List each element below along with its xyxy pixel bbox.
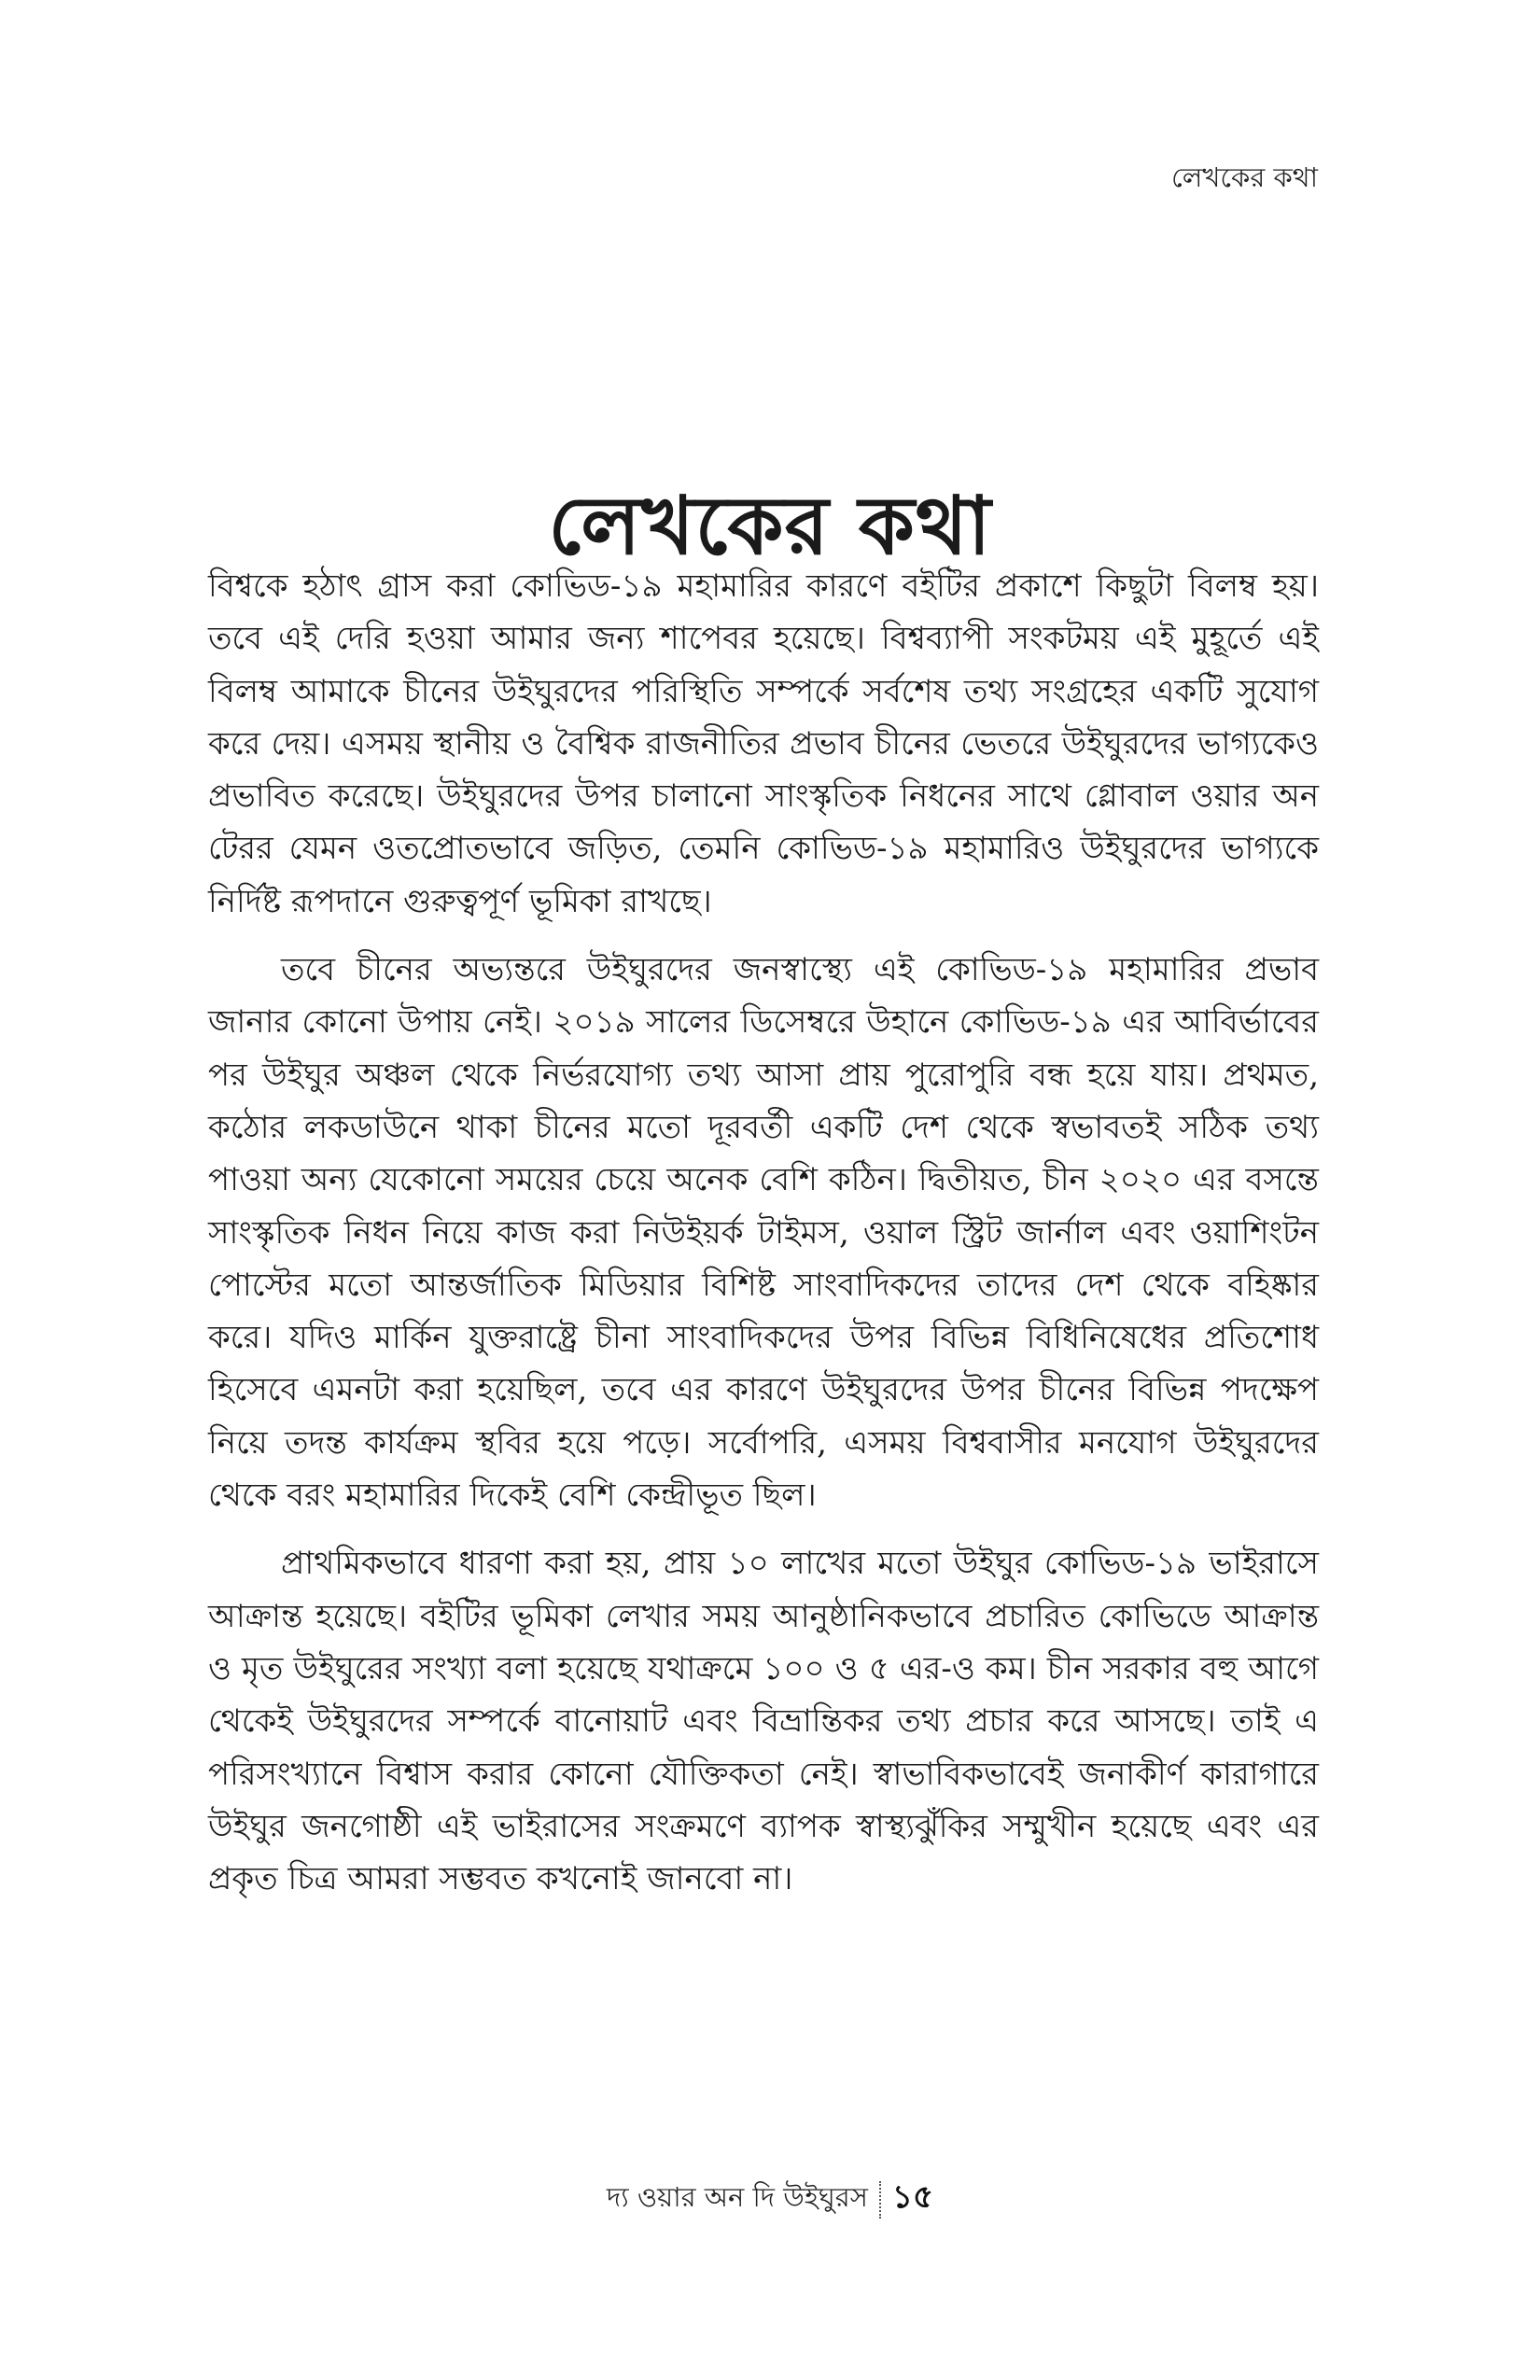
paragraph-2: তবে চীনের অভ্যন্তরে উইঘুরদের জনস্বাস্থ্যে এই কোভিড-১৯ মহামারির প্রভাব জানার কোনো উপায় নেই। ২০১৯ সালের ডিসেম্বরে উহানে কোভিড-১৯ এর আবির্ভাবের পর উইঘুর অঞ্চল থেকে নির্ভরযোগ্য তথ্য আসা প্রায় পুরোপুরি বন্ধ হয়ে যায়। প্রথমত, কঠোর লকডাউনে থাকা চীনের মতো দূরবর্তী একটি দেশ থেকে স্বভাবতই সঠিক তথ্য পাওয়া অন্য যেকোনো সময়ের চেয়ে অনেক বেশি কঠিন। দ্বিতীয়ত, চীন ২০২০ এর বসন্তে সাংস্কৃতিক নিধন নিয়ে কাজ করা নিউইয়র্ক টাইমস, ওয়াল স্ট্রিট জার্নাল এবং ওয়াশিংটন পোস্টের মতো আন্তর্জাতিক মিডিয়ার বিশিষ্ট সাংবাদিকদের তাদের দেশ থেকে বহিষ্কার করে। যদিও মার্কিন যুক্তরাষ্ট্রে চীনা সাংবাদিকদের উপর বিভিন্ন বিধিনিষেধের প্রতিশোধ হিসেবে এমনটা করা হয়েছিল, তবে এর কারণে উইঘুরদের উপর চীনের বিভিন্ন পদক্ষেপ নিয়ে তদন্ত কার্যক্রম স্থবির হয়ে পড়ে। সর্বোপরি, এসময় বিশ্ববাসীর মনযোগ উইঘুরদের থেকে বরং মহামারির দিকেই বেশি কেন্দ্রীভূত ছিল। <box>208 951 1319 1515</box>
footer-divider <box>879 2181 881 2219</box>
body-text <box>208 560 1319 1921</box>
paragraph-3: প্রাথমিকভাবে ধারণা করা হয়, প্রায় ১০ লাখের মতো উইঘুর কোভিড-১৯ ভাইরাসে আক্রান্ত হয়েছে। বইটির ভূমিকা লেখার সময় আনুষ্ঠানিকভাবে প্রচারিত কোভিডে আক্রান্ত ও মৃত উইঘুরের সংখ্যা বলা হয়েছে যথাক্রমে ১০০ ও ৫ এর-ও কম। চীন সরকার বহু আগে থেকেই উইঘুরদের সম্পর্কে বানোয়াট এবং বিভ্রান্তিকর তথ্য প্রচার করে আসছে। তাই এ পরিসংখ্যানে বিশ্বাস করার কোনো যৌক্তিকতা নেই। স্বাভাবিকভাবেই জনাকীর্ণ কারাগারে উইঘুর জনগোষ্ঠী এই ভাইরাসের সংক্রমণে ব্যাপক স্বাস্থ্যঝুঁকির সম্মুখীন হয়েছে এবং এর প্রকৃত চিত্র আমরা সম্ভবত কখনোই জানবো না। <box>208 1545 1319 1898</box>
footer-book-title: দ্য ওয়ার অন দি উইঘুরস <box>606 2181 868 2213</box>
page-footer <box>0 2173 1540 2226</box>
paragraph-1: বিশ্বকে হঠাৎ গ্রাস করা কোভিড-১৯ মহামারির কারণে বইটির প্রকাশে কিছুটা বিলম্ব হয়। তবে এই দেরি হওয়া আমার জন্য শাপেবর হয়েছে। বিশ্বব্যাপী সংকটময় এই মুহূর্তে এই বিলম্ব আমাকে চীনের উইঘুরদের পরিস্থিতি সম্পর্কে সর্বশেষ তথ্য সংগ্রহের একটি সুযোগ করে দেয়। এসময় স্থানীয় ও বৈশ্বিক রাজনীতির প্রভাব চীনের ভেতরে উইঘুরদের ভাগ্যকেও প্রভাবিত করেছে। উইঘুরদের উপর চালানো সাংস্কৃতিক নিধনের সাথে গ্লোবাল ওয়ার অন টেরর যেমন ওতপ্রোতভাবে জড়িত, তেমনি কোভিড-১৯ মহামারিও উইঘুরদের ভাগ্যকে নির্দিষ্ট রূপদানে গুরুত্বপূর্ণ ভূমিকা রাখছে। <box>208 567 1319 920</box>
page-number: ১৫ <box>891 2178 934 2216</box>
chapter-title: লেখকের কথা <box>548 479 992 573</box>
running-header: লেখকের কথা <box>1170 161 1318 193</box>
